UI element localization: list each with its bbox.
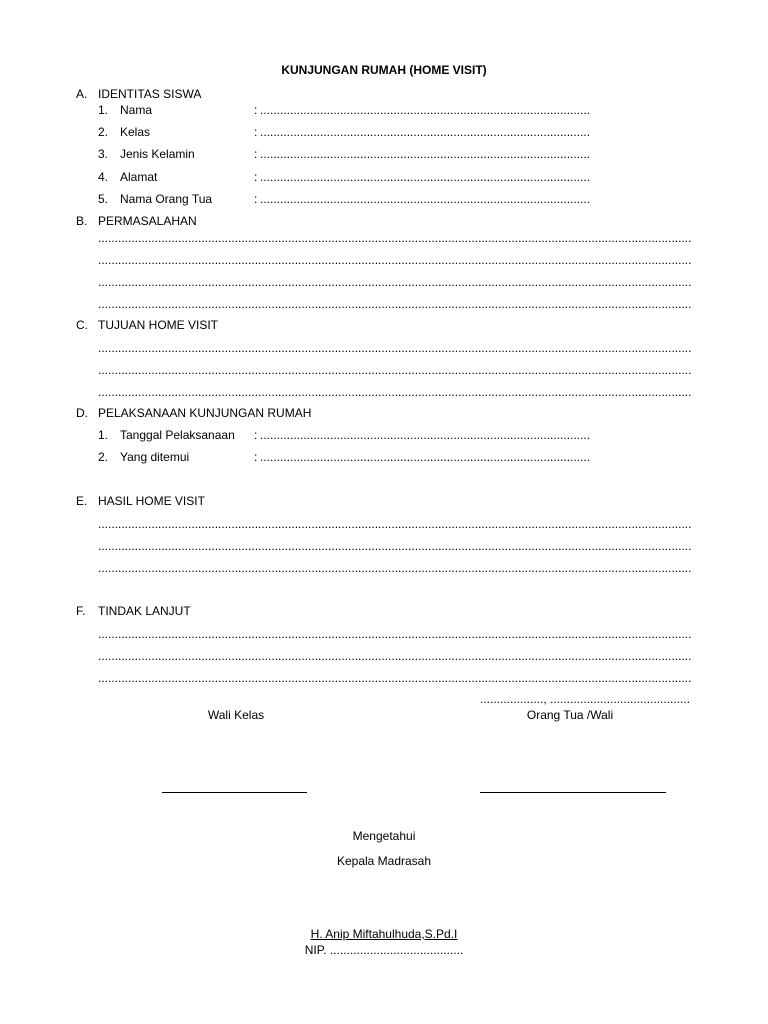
field-label-jenis-kelamin: Jenis Kelamin — [120, 147, 195, 161]
field-colon: : — [254, 170, 258, 184]
field-dots-nama — [260, 103, 589, 117]
blank-line — [98, 561, 692, 575]
field-label-tanggal: Tanggal Pelaksanaan — [120, 428, 235, 442]
item-number: 2. — [98, 125, 109, 139]
section-a-letter: A. — [76, 87, 88, 101]
item-number: 1. — [98, 103, 109, 117]
orang-tua-signature-line — [480, 792, 666, 793]
item-number: 4. — [98, 170, 109, 184]
section-b-heading: PERMASALAHAN — [98, 214, 197, 228]
blank-line — [98, 671, 692, 685]
field-colon: : — [254, 125, 258, 139]
field-label-yang-ditemui: Yang ditemui — [120, 450, 190, 464]
blank-line — [98, 253, 692, 267]
field-dots-tanggal — [260, 428, 589, 442]
field-dots-yang-ditemui — [260, 450, 589, 464]
section-e-letter: E. — [76, 494, 88, 508]
blank-line — [98, 385, 692, 399]
item-number: 3. — [98, 147, 109, 161]
blank-line — [98, 517, 692, 531]
blank-line — [98, 363, 692, 377]
field-label-nama-orang-tua: Nama Orang Tua — [120, 192, 213, 206]
wali-kelas-signature-line — [162, 792, 307, 793]
field-label-kelas: Kelas — [120, 125, 151, 139]
place-date: ..................., .......................................... — [480, 692, 691, 706]
wali-kelas-label: Wali Kelas — [207, 708, 265, 722]
field-dots-jenis-kelamin — [260, 147, 589, 161]
field-colon: : — [254, 428, 258, 442]
field-colon: : — [254, 450, 258, 464]
blank-line — [98, 275, 692, 289]
field-label-nama: Nama — [120, 103, 153, 117]
section-c-heading: TUJUAN HOME VISIT — [98, 318, 219, 332]
document-title: KUNJUNGAN RUMAH (HOME VISIT) — [281, 63, 487, 77]
field-colon: : — [254, 103, 258, 117]
item-number: 2. — [98, 450, 109, 464]
orang-tua-label: Orang Tua /Wali — [526, 708, 614, 722]
section-f-letter: F. — [76, 604, 86, 618]
field-colon: : — [254, 147, 258, 161]
section-a-heading: IDENTITAS SISWA — [98, 87, 202, 101]
blank-line — [98, 649, 692, 663]
item-number: 5. — [98, 192, 109, 206]
section-b-letter: B. — [76, 214, 88, 228]
field-label-alamat: Alamat — [120, 170, 158, 184]
item-number: 1. — [98, 428, 109, 442]
field-colon: : — [254, 192, 258, 206]
section-e-heading: HASIL HOME VISIT — [98, 494, 205, 508]
blank-line — [98, 539, 692, 553]
blank-line — [98, 341, 692, 355]
blank-line — [98, 297, 692, 311]
section-d-letter: D. — [76, 406, 88, 420]
section-f-heading: TINDAK LANJUT — [98, 604, 191, 618]
field-dots-kelas — [260, 125, 589, 139]
kepala-madrasah-label: Kepala Madrasah — [336, 854, 432, 868]
nip-field: NIP. ........................................ — [304, 943, 464, 957]
blank-line — [98, 627, 692, 641]
section-c-letter: C. — [76, 318, 88, 332]
field-dots-alamat — [260, 170, 589, 184]
section-d-heading: PELAKSANAAN KUNJUNGAN RUMAH — [98, 406, 312, 420]
blank-line — [98, 231, 692, 245]
mengetahui-label: Mengetahui — [352, 829, 416, 843]
kepala-madrasah-name: H. Anip Miftahulhuda,S.Pd.I — [310, 927, 458, 941]
field-dots-nama-orang-tua — [260, 192, 589, 206]
